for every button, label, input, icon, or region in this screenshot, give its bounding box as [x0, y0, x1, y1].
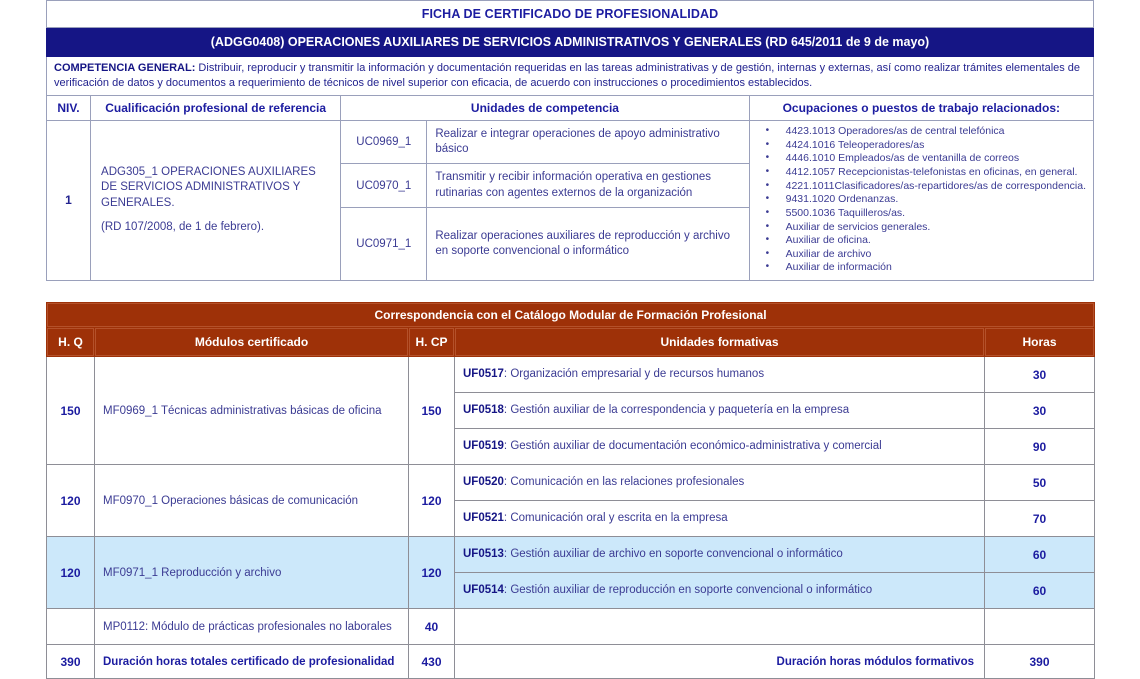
uf-code: UF0520: [463, 476, 504, 489]
uc-text: Realizar e integrar operaciones de apoyo administrativo básico: [427, 121, 749, 164]
list-item: • 4446.1010 Empleados/as de ventanilla de correos: [774, 152, 1089, 166]
uf-sep: :: [503, 440, 511, 453]
uf-sep: :: [503, 404, 511, 417]
modular-catalog-table: [46, 302, 1095, 679]
uf-horas: 30: [985, 357, 1095, 393]
uf-code: UF0521: [463, 512, 504, 525]
uf-sep: :: [503, 368, 511, 381]
nivel-value: 1: [47, 121, 91, 281]
uc-code: UC0970_1: [341, 164, 427, 207]
col-header-cualificacion: Cualificación profesional de referencia: [91, 96, 341, 121]
uc-text: Transmitir y recibir información operativa en gestiones rutinarias con agentes externos de la organización: [427, 164, 749, 207]
uf-horas: 90: [985, 429, 1095, 465]
uf-text: Gestión auxiliar de reproducción en soporte convencional o informático: [510, 584, 873, 597]
col-header-horas: Horas: [985, 328, 1095, 357]
col-header-unidades: Unidades de competencia: [341, 96, 749, 121]
module-name: MF0971_1 Reproducción y archivo: [95, 537, 409, 609]
uf-sep: :: [503, 584, 511, 597]
table-row: [47, 609, 1095, 645]
uf-code: UF0519: [463, 440, 504, 453]
uf-code: UF0514: [463, 584, 504, 597]
cualificacion-name: ADG305_1 OPERACIONES AUXILIARES DE SERVICIOS ADMINISTRATIVOS Y GENERALES.: [101, 165, 316, 209]
certificate-code-title: (ADGG0408) OPERACIONES AUXILIARES DE SERVICIOS ADMINISTRATIVOS Y GENERALES (RD 645/2011 de 9 de mayo): [47, 28, 1094, 57]
total-hcp: 430: [409, 645, 455, 679]
module-name: MP0112: Módulo de prácticas profesionales no laborales: [95, 609, 409, 645]
list-item: • 4423.1013 Operadores/as de central telefónica: [774, 125, 1089, 139]
module-name: MF0969_1 Técnicas administrativas básicas de oficina: [95, 357, 409, 465]
hcp-value: 120: [409, 465, 455, 537]
qualification-header-row: [47, 96, 1094, 121]
uc-code: UC0969_1: [341, 121, 427, 164]
col-header-nivel: NIV.: [47, 96, 91, 121]
col-header-ocupaciones: Ocupaciones o puestos de trabajo relacionados:: [749, 96, 1093, 121]
uf-horas: 50: [985, 465, 1095, 501]
totals-row: [47, 645, 1095, 679]
table-row: [47, 537, 1095, 573]
general-competence-label: COMPETENCIA GENERAL:: [54, 62, 196, 74]
uf-sep: :: [503, 548, 511, 561]
uf-cell: [455, 465, 985, 501]
col-header-hq: H. Q: [47, 328, 95, 357]
uf-text: Gestión auxiliar de archivo en soporte convencional o informático: [510, 548, 843, 561]
col-header-hcp: H. CP: [409, 328, 455, 357]
module-name: MF0970_1 Operaciones básicas de comunicación: [95, 465, 409, 537]
uf-sep: :: [503, 476, 511, 489]
uf-horas: 30: [985, 393, 1095, 429]
table-row: [47, 121, 1094, 164]
uf-text: Gestión auxiliar de documentación económico-administrativa y comercial: [510, 440, 882, 453]
qualification-table: [46, 0, 1094, 281]
uf-cell: [455, 393, 985, 429]
uf-cell: [455, 573, 985, 609]
list-item: • 9431.1020 Ordenanzas.: [774, 193, 1089, 207]
uf-text: Gestión auxiliar de la correspondencia y paquetería en la empresa: [510, 404, 850, 417]
general-competence-cell: [47, 57, 1094, 96]
modular-title-row: [47, 303, 1095, 328]
list-item: • Auxiliar de información: [774, 261, 1089, 275]
uf-sep: :: [503, 512, 511, 525]
uf-horas: 70: [985, 501, 1095, 537]
hq-value: 120: [47, 465, 95, 537]
total-uf-label: Duración horas módulos formativos: [455, 645, 985, 679]
spacer: [101, 211, 330, 220]
certificate-bar-row: [47, 28, 1094, 57]
table-row: [47, 465, 1095, 501]
list-item: • Auxiliar de servicios generales.: [774, 221, 1089, 235]
hcp-value: 120: [409, 537, 455, 609]
list-item: • Auxiliar de oficina.: [774, 234, 1089, 248]
uf-cell: [455, 429, 985, 465]
uf-text: Comunicación oral y escrita en la empresa: [510, 512, 728, 525]
ocupaciones-list: [752, 125, 1089, 275]
list-item: • 4412.1057 Recepcionistas-telefonistas en oficinas, en general.: [774, 166, 1089, 180]
cualificacion-rd: (RD 107/2008, de 1 de febrero).: [101, 221, 265, 234]
total-label: Duración horas totales certificado de profesionalidad: [95, 645, 409, 679]
page-title: FICHA DE CERTIFICADO DE PROFESIONALIDAD: [47, 1, 1094, 28]
list-item: • 5500.1036 Taquilleros/as.: [774, 207, 1089, 221]
uf-cell-empty: [455, 609, 985, 645]
uf-text: Comunicación en las relaciones profesionales: [510, 476, 745, 489]
general-competence-text: Distribuir, reproducir y transmitir la información y documentación requeridas en las tareas administrativas y de gestión, internas y externas, así como realizar trámites elementales de verificación de datos y documentos a requerimiento de técnicos de nivel superior con eficacia, de acuerdo con instrucciones o procedimientos establecidos.: [54, 62, 1081, 89]
total-hq: 390: [47, 645, 95, 679]
modular-table-title: Correspondencia con el Catálogo Modular de Formación Profesional: [47, 303, 1095, 328]
hq-value: 150: [47, 357, 95, 465]
uf-text: Organización empresarial y de recursos humanos: [510, 368, 765, 381]
hq-value: 120: [47, 537, 95, 609]
col-header-unidades-formativas: Unidades formativas: [455, 328, 985, 357]
uf-code: UF0517: [463, 368, 504, 381]
total-horas: 390: [985, 645, 1095, 679]
hcp-value: 40: [409, 609, 455, 645]
ocupaciones-cell: [749, 121, 1093, 281]
document-title-row: [47, 1, 1094, 28]
hq-value: [47, 609, 95, 645]
uf-code: UF0513: [463, 548, 504, 561]
uf-cell: [455, 501, 985, 537]
uc-code: UC0971_1: [341, 207, 427, 280]
list-item: • 4221.1011Clasificadores/as-repartidores/as de correspondencia.: [774, 180, 1089, 194]
uf-horas-empty: [985, 609, 1095, 645]
list-item: • Auxiliar de archivo: [774, 248, 1089, 262]
uf-code: UF0518: [463, 404, 504, 417]
uf-cell: [455, 537, 985, 573]
uc-text: Realizar operaciones auxiliares de reproducción y archivo en soporte convencional o informático: [427, 207, 749, 280]
uf-horas: 60: [985, 537, 1095, 573]
cualificacion-cell: [91, 121, 341, 281]
uf-horas: 60: [985, 573, 1095, 609]
table-row: [47, 357, 1095, 393]
uf-cell: [455, 357, 985, 393]
hcp-value: 150: [409, 357, 455, 465]
modular-header-row: [47, 328, 1095, 357]
list-item: • 4424.1016 Teleoperadores/as: [774, 139, 1089, 153]
competence-row: [47, 57, 1094, 96]
col-header-modulos: Módulos certificado: [95, 328, 409, 357]
